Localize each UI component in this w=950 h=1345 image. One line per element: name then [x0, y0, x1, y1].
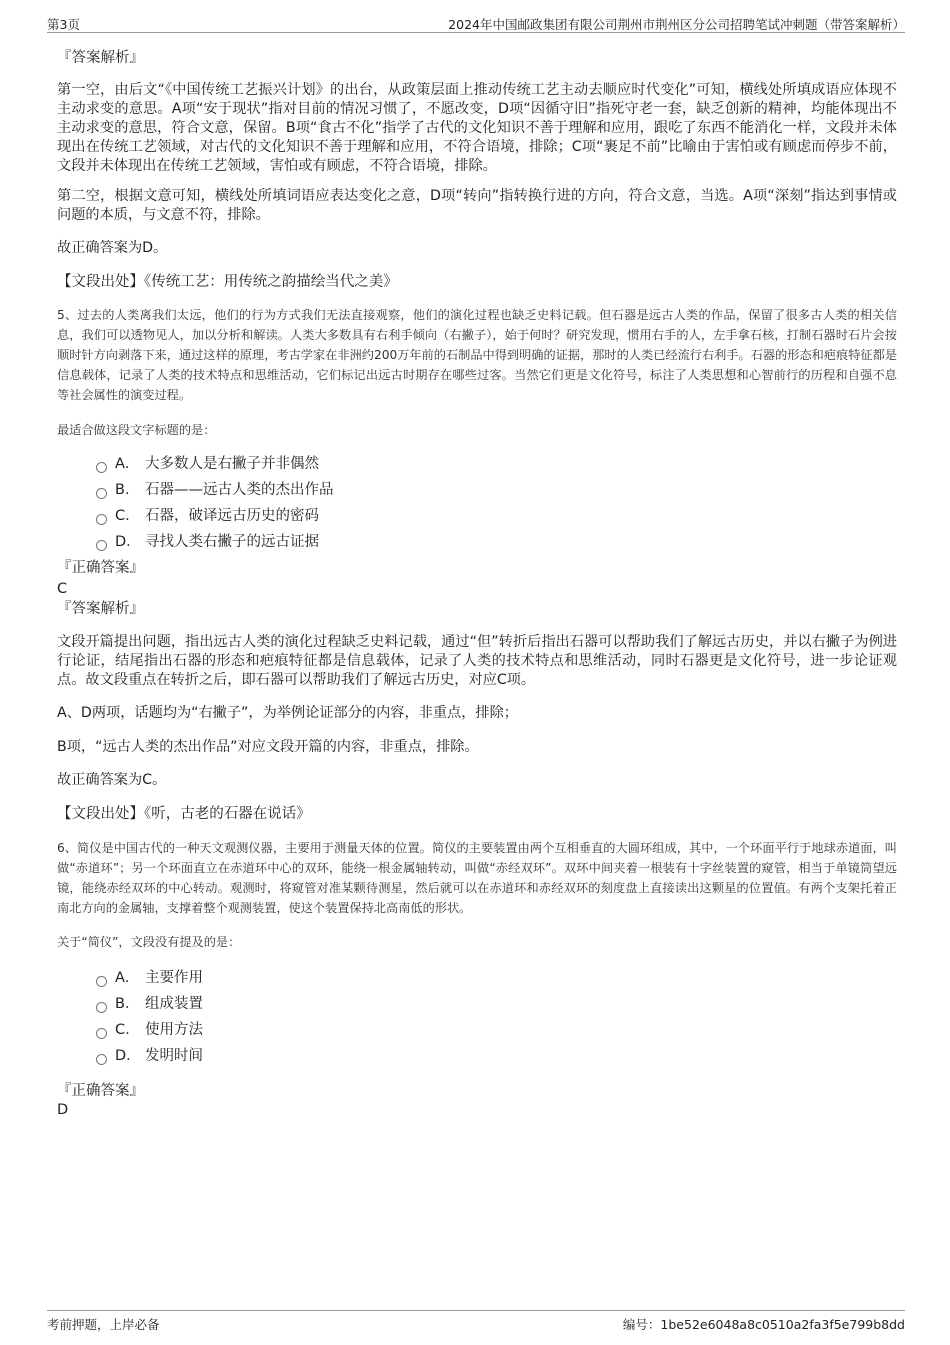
- q5-analysis-label: 『答案解析』: [57, 601, 144, 617]
- q5-option-a[interactable]: A． 大多数人是右撇子并非偶然: [96, 451, 496, 477]
- q5-passage: 5、过去的人类离我们太远，他们的行为方式我们无法直接观察，他们的演化过程也缺乏史料记载。但石器是远古人类的作品，保留了很多古人类的相关信息，我们可以透物见人，加以分析和解读。人类大多数具有右利手倾向（右撇子），始于何时？研究发现，惯用右手的人，左手拿石核，打制石器时石片会按顺时针方向剥落下来，通过这样的原理，考古学家在非洲约200万年前的石制品中得到明确的证据，那时的人类已经流行右利手。石器的形态和疤痕特征都是信息载体，记录了人类的技术特点和思维活动，它们标记出远古时期存在哪些过客。当然它们更是文化符号，标注了人类思想和心智前行的历程和自强不息等社会属性的演变过程。: [57, 308, 897, 402]
- q4-analysis-para2: 第二空，根据文意可知，横线处所填词语应表达变化之意，D项“转向”指转换行进的方向，符合文意，当选。A项“深刻”指达到事情或问题的本质，与文意不符，排除。: [57, 188, 897, 223]
- q5-option-b[interactable]: B． 石器——远古人类的杰出作品: [96, 477, 496, 503]
- q4-analysis-para1: 第一空，由后文“《中国传统工艺振兴计划》的出台，从政策层面上推动传统工艺主动去顺应时代变化”可知，横线处所填成语应体现不主动求变的意思。A项“安于现状”指对目前的情况习惯了，不愿改变，D项“因循守旧”指死守老一套，缺乏创新的精神，均能体现出不主动求变的意思，符合文意，保留。B项“食古不化”指学了古代的文化知识不善于理解和应用，跟吃了东西不能消化一样，文段并未体现出在传统工艺领域，对古代的文化知识不善于理解和应用，不符合语境，排除；C项“裹足不前”比喻由于害怕或有顾虑而停步不前，文段并未体现出在传统工艺领域，害怕或有顾虑，不符合语境，排除。: [57, 82, 897, 174]
- q6-option-d[interactable]: D． 发明时间: [96, 1043, 496, 1069]
- page-header: [47, 12, 905, 33]
- q6-passage: 6、简仪是中国古代的一种天文观测仪器，主要用于测量天体的位置。简仪的主要装置由两个互相垂直的大圆环组成，其中，一个环面平行于地球赤道面，叫做“赤道环”；另一个环面直立在赤道环中心的双环，能绕一根金属轴转动，叫做“赤经双环”。双环中间夹着一根装有十字丝装置的窥管，相当于单镜筒望远镜，能绕赤经双环的中心转动。观测时，将窥管对准某颗待测星，然后就可以在赤道环和赤经双环的刻度盘上直接读出这颗星的位置值。有两个支架托着正南北方向的金属轴，支撑着整个观测装置，使这个装置保持北高南低的形状。: [57, 841, 897, 915]
- page-number: 第3页: [47, 17, 80, 32]
- footer-doc-id: 编号：1be52e6048a8c0510a2fa3f5e799b8dd: [622, 1317, 905, 1332]
- radio-button[interactable]: [96, 1054, 107, 1065]
- q6-option-a[interactable]: A． 主要作用: [96, 965, 496, 991]
- q6-answer-label: 『正确答案』: [57, 1083, 144, 1099]
- document-title: 2024年中国邮政集团有限公司荆州市荆州区分公司招聘笔试冲刺题（带答案解析）: [448, 17, 905, 32]
- q5-stem: 最适合做这段文字标题的是：: [57, 423, 216, 437]
- q5-option-c[interactable]: C． 石器，破译远古历史的密码: [96, 503, 496, 529]
- q6-option-b[interactable]: B． 组成装置: [96, 991, 496, 1017]
- q4-source: 【文段出处】《传统工艺：用传统之韵描绘当代之美》: [57, 274, 398, 290]
- radio-button[interactable]: [96, 1028, 107, 1039]
- q6-stem: 关于“简仪”，文段没有提及的是：: [57, 935, 241, 949]
- radio-button[interactable]: [96, 488, 107, 499]
- q5-answer: C: [57, 581, 68, 597]
- q4-analysis-label: 『答案解析』: [57, 50, 144, 66]
- q5-answer-label: 『正确答案』: [57, 560, 144, 576]
- q5-conclusion: 故正确答案为C。: [57, 772, 167, 788]
- q5-analysis-para2: A、D两项，话题均为“右撇子”，为举例论证部分的内容，非重点，排除；: [57, 705, 518, 721]
- q5-analysis-para1: 文段开篇提出问题，指出远古人类的演化过程缺乏史料记载，通过“但”转折后指出石器可以帮助我们了解远古历史，并以右撇子为例进行论证，结尾指出石器的形态和疤痕特征都是信息载体，记录了人类的技术特点和思维活动，同时石器更是文化符号，进一步论证观点。故文段重点在转折之后，即石器可以帮助我们了解远古历史，对应C项。: [57, 634, 897, 688]
- q6-option-c[interactable]: C． 使用方法: [96, 1017, 496, 1043]
- radio-button[interactable]: [96, 1002, 107, 1013]
- q6-answer: D: [57, 1102, 69, 1118]
- q5-options: [96, 451, 496, 555]
- radio-button[interactable]: [96, 462, 107, 473]
- radio-button[interactable]: [96, 514, 107, 525]
- q6-options: [96, 965, 496, 1069]
- q4-analysis-label-block: [57, 49, 897, 68]
- radio-button[interactable]: [96, 540, 107, 551]
- q5-option-d[interactable]: D． 寻找人类右撇子的远古证据: [96, 529, 496, 555]
- page-footer: [47, 1310, 905, 1333]
- radio-button[interactable]: [96, 976, 107, 987]
- q4-conclusion: 故正确答案为D。: [57, 240, 168, 256]
- q5-analysis-para3: B项，“远古人类的杰出作品”对应文段开篇的内容，非重点，排除。: [57, 739, 479, 755]
- q5-source: 【文段出处】《听，古老的石器在说话》: [57, 806, 311, 822]
- footer-slogan: 考前押题，上岸必备: [47, 1317, 160, 1332]
